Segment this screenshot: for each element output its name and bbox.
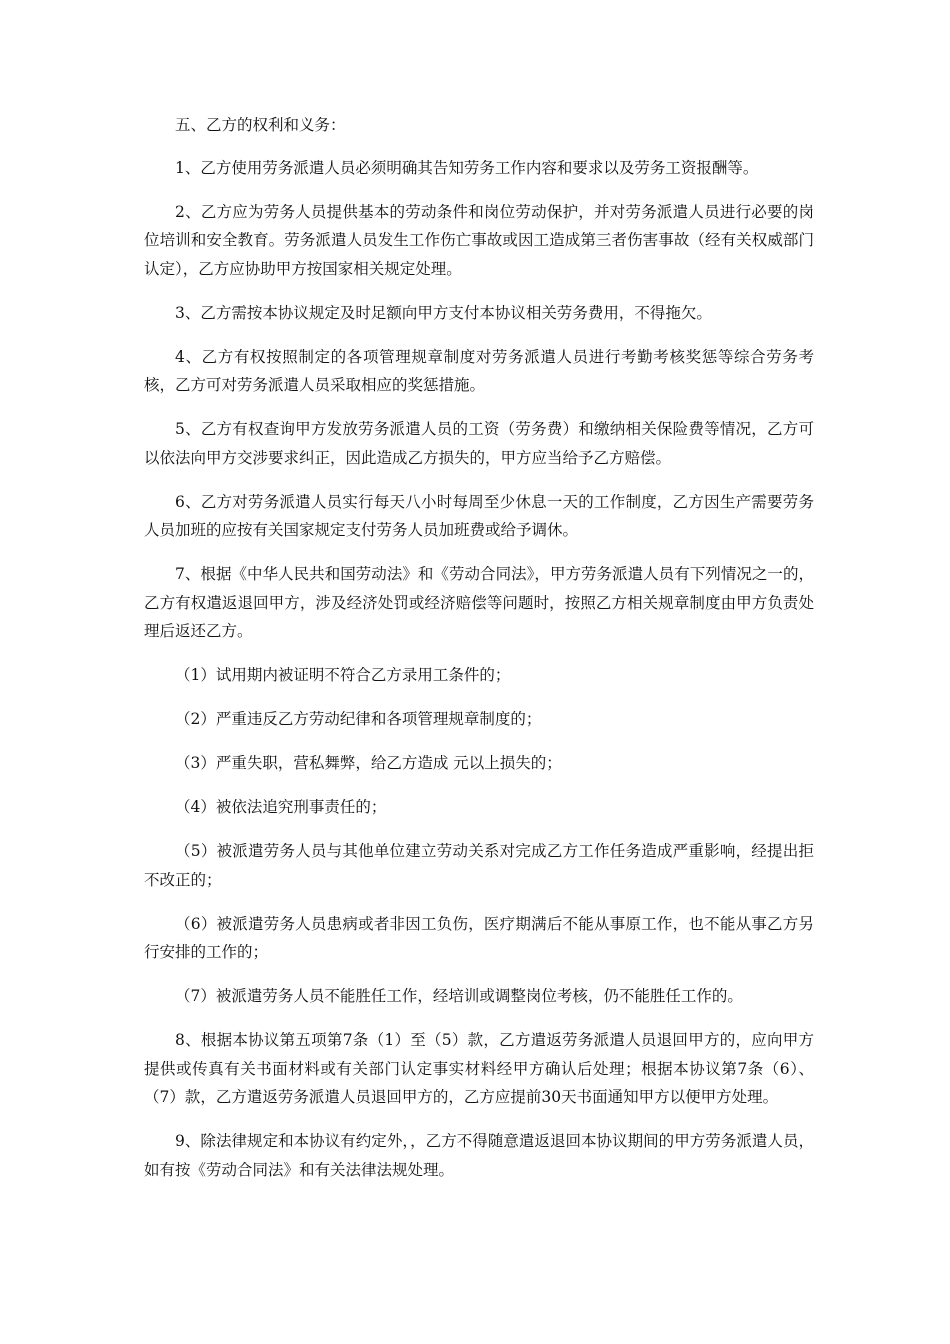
- clause-1: 1、乙方使用劳务派遣人员必须明确其告知劳务工作内容和要求以及劳务工资报酬等。: [175, 158, 759, 177]
- clause-7: 7、根据《中华人民共和国劳动法》和《劳动合同法》，甲方劳务派遣人员有下列情况之一的，乙方有权遣返退回甲方，涉及经济处罚或经济赔偿等问题时，按照乙方相关规章制度由甲方负责处理后返还乙方。: [144, 565, 814, 640]
- clause-6: 6、乙方对劳务派遣人员实行每天八小时每周至少休息一天的工作制度，乙方因生产需要劳务人员加班的应按有关国家规定支付劳务人员加班费或给予调休。: [144, 492, 814, 539]
- clause-2: 2、乙方应为劳务人员提供基本的劳动条件和岗位劳动保护，并对劳务派遣人员进行必要的岗位培训和安全教育。劳务派遣人员发生工作伤亡事故或因工造成第三者伤害事故（经有关权威部门认定），乙方应协助甲方按国家相关规定处理。: [144, 202, 814, 278]
- clause-7-item-3: （3）严重失职，营私舞弊，给乙方造成 元以上损失的；: [175, 754, 562, 772]
- section-heading: 五、乙方的权利和义务：: [175, 116, 346, 134]
- clause-7-item-1: （1）试用期内被证明不符合乙方录用工条件的；: [175, 666, 511, 684]
- clause-7-item-7: （7）被派遣劳务人员不能胜任工作，经培训或调整岗位考核，仍不能胜任工作的。: [175, 987, 743, 1005]
- clause-7-item-2: （2）严重违反乙方劳动纪律和各项管理规章制度的；: [175, 710, 542, 728]
- clause-5: 5、乙方有权查询甲方发放劳务派遣人员的工资（劳务费）和缴纳相关保险费等情况，乙方可以依法向甲方交涉要求纠正，因此造成乙方损失的，甲方应当给予乙方赔偿。: [144, 420, 814, 467]
- document-body: [144, 111, 814, 1200]
- clause-8: 8、根据本协议第五项第7条（1）至（5）款，乙方遣返劳务派遣人员退回甲方的，应向甲方提供或传真有关书面材料或有关部门认定事实材料经甲方确认后处理；根据本协议第7条（6）、（7）款，乙方遣返劳务派遣人员退回甲方的，乙方应提前30天书面通知甲方以便甲方处理。: [144, 1031, 814, 1106]
- clause-3: 3、乙方需按本协议规定及时足额向甲方支付本协议相关劳务费用，不得拖欠。: [175, 303, 712, 322]
- clause-7-item-6: （6）被派遣劳务人员患病或者非因工负伤，医疗期满后不能从事原工作，也不能从事乙方另行安排的工作的；: [144, 914, 814, 961]
- clause-7-item-4: （4）被依法追究刑事责任的；: [175, 798, 387, 816]
- clause-9: 9、除法律规定和本协议有约定外，，乙方不得随意遣返退回本协议期间的甲方劳务派遣人员，如有按《劳动合同法》和有关法律法规处理。: [144, 1132, 814, 1179]
- clause-7-item-5: （5）被派遣劳务人员与其他单位建立劳动关系对完成乙方工作任务造成严重影响，经提出拒不改正的；: [144, 842, 814, 889]
- clause-4: 4、乙方有权按照制定的各项管理规章制度对劳务派遣人员进行考勤考核奖惩等综合劳务考核，乙方可对劳务派遣人员采取相应的奖惩措施。: [144, 347, 814, 394]
